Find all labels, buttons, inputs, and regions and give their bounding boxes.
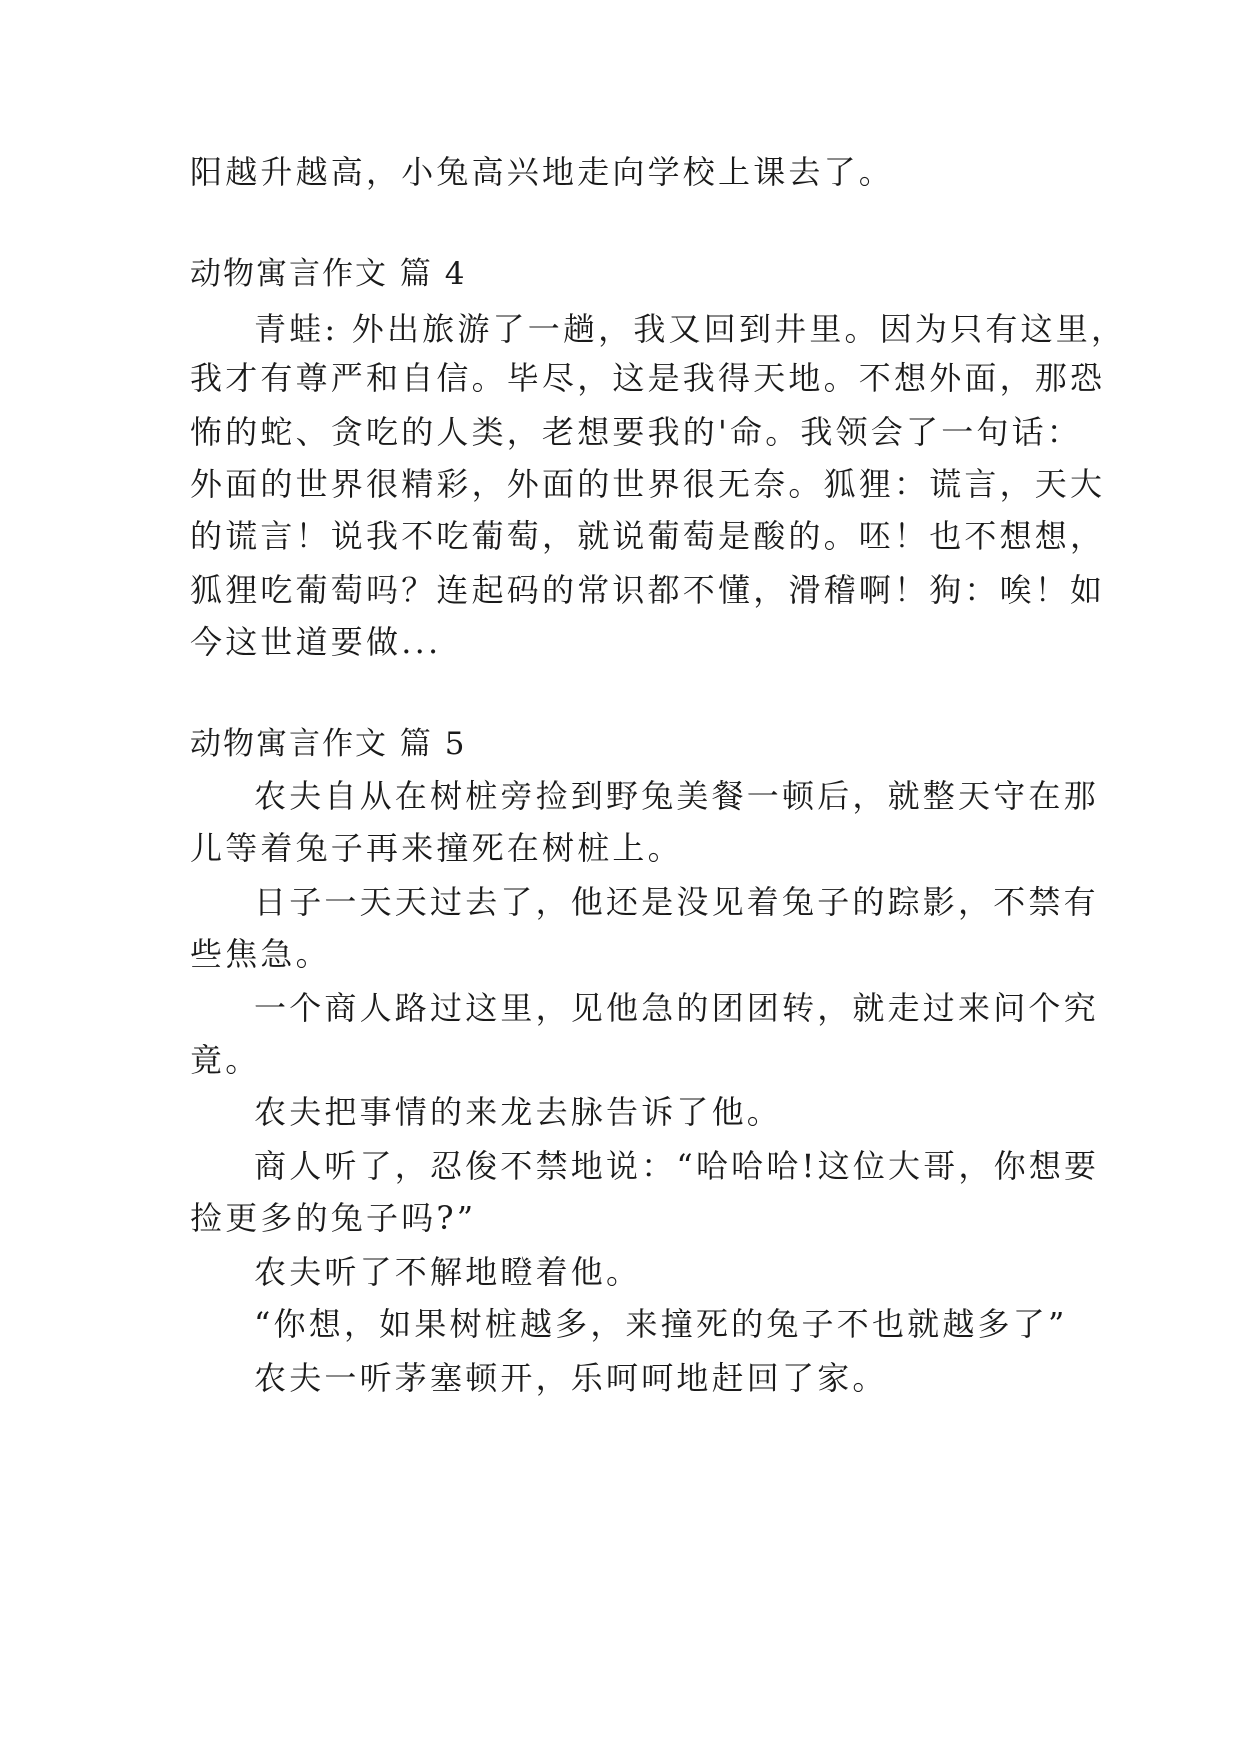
paragraph-line: 今这世道要做... — [190, 623, 442, 661]
section-5-heading: 动物寓言作文 篇 5 — [190, 726, 467, 762]
paragraph-line: 捡更多的兔子吗?” — [190, 1199, 477, 1237]
paragraph-line: 儿等着兔子再来撞死在树桩上。 — [190, 829, 683, 867]
paragraph-line: 农夫听了不解地瞪着他。 — [254, 1253, 642, 1291]
paragraph-line: 农夫把事情的来龙去脉告诉了他。 — [254, 1093, 783, 1131]
document-page — [190, 0, 1127, 1754]
paragraph-line: 一个商人路过这里，见他急的团团转，就走过来问个究 — [254, 989, 1099, 1027]
paragraph-line: 商人听了，忍俊不禁地说：“哈哈哈!这位大哥，你想要 — [254, 1147, 1100, 1185]
paragraph-line: 些焦急。 — [190, 935, 331, 973]
paragraph-line: 日子一天天过去了，他还是没见着兔子的踪影，不禁有 — [254, 883, 1099, 921]
paragraph-line: 青蛙: 外出旅游了一趟，我又回到井里。因为只有这里， — [254, 310, 1127, 348]
paragraph-line: 竟。 — [190, 1041, 261, 1079]
section-4-heading: 动物寓言作文 篇 4 — [190, 256, 467, 292]
continuation-line: 阳越升越高，小兔高兴地走向学校上课去了。 — [190, 153, 895, 191]
paragraph-line: “你想，如果树桩越多，来撞死的兔子不也就越多了” — [254, 1305, 1068, 1343]
paragraph-line: 狐狸吃葡萄吗？连起码的常识都不懂，滑稽啊！狗：唉！如 — [190, 571, 1106, 609]
paragraph-line: 农夫一听茅塞顿开，乐呵呵地赶回了家。 — [254, 1359, 888, 1397]
paragraph-line: 我才有尊严和自信。毕尽，这是我得天地。不想外面，那恐 — [190, 359, 1106, 397]
paragraph-line: 农夫自从在树桩旁捡到野兔美餐一顿后，就整天守在那 — [254, 777, 1099, 815]
paragraph-line: 怖的蛇、贪吃的人类，老想要我的'命。我领会了一句话： — [190, 413, 1082, 451]
paragraph-line: 外面的世界很精彩，外面的世界很无奈。狐狸：谎言，天大 — [190, 465, 1106, 503]
paragraph-line: 的谎言！说我不吃葡萄，就说葡萄是酸的。呸！也不想想， — [190, 517, 1106, 555]
